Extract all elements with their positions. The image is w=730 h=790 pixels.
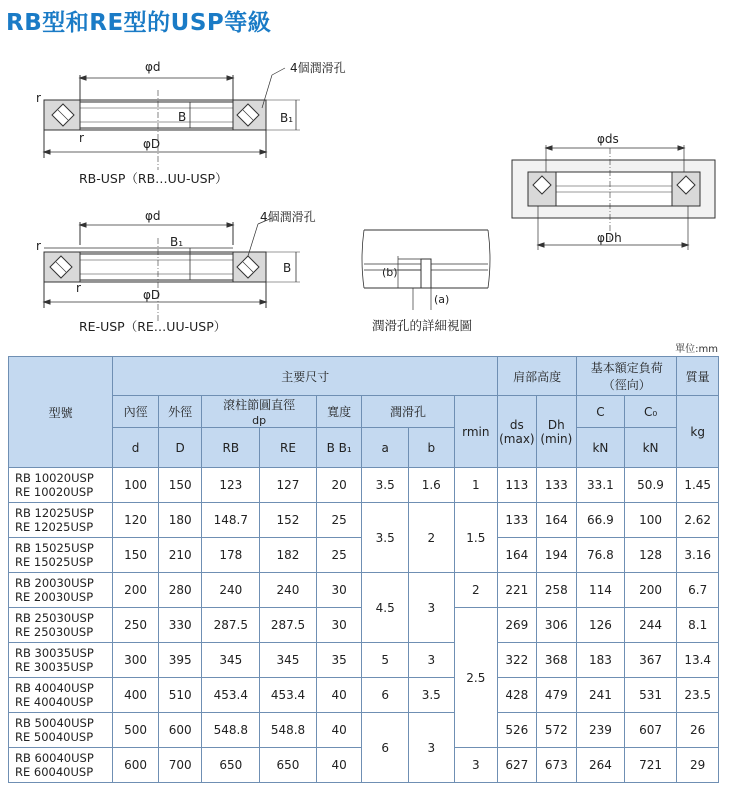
- model-cell: [9, 503, 113, 538]
- cell-C: 76.8: [577, 538, 625, 573]
- cell-a: 5: [362, 643, 409, 678]
- cell-C0: 721: [624, 748, 677, 783]
- header-Dh-main: Dh: [547, 417, 565, 432]
- cell-D: 395: [158, 643, 202, 678]
- cell-dp-rb: 148.7: [202, 503, 260, 538]
- model-re: RE 50040USP: [15, 730, 94, 744]
- model-cell: [9, 608, 113, 643]
- rb-lube-hole-label: 4個潤滑孔: [290, 61, 346, 75]
- cell-rmin: 3: [454, 748, 498, 783]
- table-row: [9, 713, 719, 748]
- cell-ds: 428: [498, 678, 536, 713]
- header-ds: [498, 396, 536, 468]
- cell-dp-rb: 345: [202, 643, 260, 678]
- model-rb: RB 25030USP: [15, 611, 94, 625]
- cell-dp-re: 287.5: [260, 608, 317, 643]
- cell-C: 126: [577, 608, 625, 643]
- header-BB1: B B₁: [316, 428, 362, 468]
- header-ds-main: ds: [509, 417, 524, 432]
- model-re: RE 15025USP: [15, 555, 94, 569]
- model-rb: RB 40040USP: [15, 681, 94, 695]
- table-row: [9, 503, 719, 538]
- header-inner: 內徑: [113, 396, 159, 428]
- model-rb: RB 60040USP: [15, 751, 94, 765]
- cell-C0: 607: [624, 713, 677, 748]
- cell-C0: 50.9: [624, 468, 677, 503]
- cell-D: 280: [158, 573, 202, 608]
- cell-d: 200: [113, 573, 159, 608]
- cell-b: 3: [408, 643, 454, 678]
- cell-mass: 13.4: [677, 643, 719, 678]
- detail-a-label: (a): [434, 293, 450, 306]
- model-re: RE 30035USP: [15, 660, 94, 674]
- re-caption: RE-USP（RE…UU-USP）: [79, 319, 227, 334]
- cell-d: 600: [113, 748, 159, 783]
- cell-mass: 1.45: [677, 468, 719, 503]
- cell-mass: 8.1: [677, 608, 719, 643]
- detail-b-label: (b): [382, 266, 398, 279]
- re-phi-d-label: φd: [145, 209, 161, 223]
- cell-a: 6: [362, 713, 409, 783]
- cell-D: 180: [158, 503, 202, 538]
- model-re: RE 25030USP: [15, 625, 94, 639]
- cell-rmin: 2.5: [454, 608, 498, 748]
- header-mass: 質量: [677, 357, 719, 396]
- cell-ds: 221: [498, 573, 536, 608]
- cell-Dh: 133: [536, 468, 577, 503]
- header-ds-sub: (max): [499, 431, 535, 446]
- model-rb: RB 50040USP: [15, 716, 94, 730]
- header-load-rating-line2: （徑向）: [602, 378, 651, 392]
- cell-D: 150: [158, 468, 202, 503]
- re-lube-hole-label: 4個潤滑孔: [260, 210, 316, 224]
- model-cell: [9, 538, 113, 573]
- cell-rmin: 1.5: [454, 503, 498, 573]
- cell-dp-rb: 650: [202, 748, 260, 783]
- cell-a: 3.5: [362, 468, 409, 503]
- cell-D: 210: [158, 538, 202, 573]
- cell-ds: 269: [498, 608, 536, 643]
- cell-ds: 322: [498, 643, 536, 678]
- cell-B: 20: [316, 468, 362, 503]
- cell-dp-re: 127: [260, 468, 317, 503]
- cell-d: 300: [113, 643, 159, 678]
- header-RE: RE: [260, 428, 317, 468]
- header-a: a: [362, 428, 409, 468]
- cell-mass: 6.7: [677, 573, 719, 608]
- shoulder-Dh-label: φDh: [597, 231, 622, 245]
- cell-d: 100: [113, 468, 159, 503]
- table-header-row-3: [9, 428, 719, 468]
- cell-Dh: 194: [536, 538, 577, 573]
- cell-D: 600: [158, 713, 202, 748]
- cell-rmin: 1: [454, 468, 498, 503]
- cell-mass: 29: [677, 748, 719, 783]
- header-lube: 潤滑孔: [362, 396, 454, 428]
- cell-ds: 164: [498, 538, 536, 573]
- model-rb: RB 15025USP: [15, 541, 94, 555]
- cell-b: 3: [408, 713, 454, 783]
- cell-Dh: 258: [536, 573, 577, 608]
- bearing-drawings: [0, 40, 730, 340]
- cell-C: 241: [577, 678, 625, 713]
- cell-dp-re: 453.4: [260, 678, 317, 713]
- cell-dp-re: 152: [260, 503, 317, 538]
- header-main-dims: 主要尺寸: [113, 357, 498, 396]
- header-kN-C0: kN: [624, 428, 677, 468]
- cell-ds: 526: [498, 713, 536, 748]
- table-row: [9, 573, 719, 608]
- cell-C0: 100: [624, 503, 677, 538]
- header-C: C: [577, 396, 625, 428]
- cell-b: 1.6: [408, 468, 454, 503]
- cell-B: 40: [316, 748, 362, 783]
- cell-D: 700: [158, 748, 202, 783]
- header-kN-C: kN: [577, 428, 625, 468]
- table-row: [9, 643, 719, 678]
- cell-B: 30: [316, 608, 362, 643]
- cell-C0: 200: [624, 573, 677, 608]
- cell-dp-re: 240: [260, 573, 317, 608]
- cell-dp-re: 650: [260, 748, 317, 783]
- cell-ds: 133: [498, 503, 536, 538]
- re-B-label: B: [283, 261, 292, 275]
- cell-Dh: 164: [536, 503, 577, 538]
- model-re: RE 12025USP: [15, 520, 94, 534]
- cell-a: 3.5: [362, 503, 409, 573]
- cell-dp-rb: 548.8: [202, 713, 260, 748]
- unit-label: 單位:mm: [675, 344, 718, 355]
- cell-d: 500: [113, 713, 159, 748]
- rb-B1-label: B₁: [280, 111, 294, 125]
- header-width: 寬度: [316, 396, 362, 428]
- model-cell: [9, 748, 113, 783]
- cell-b: 2: [408, 503, 454, 573]
- header-kg: kg: [677, 396, 719, 468]
- header-pitch-line1: 滾柱節圓直徑: [223, 398, 296, 412]
- re-r-label-bottom: r: [76, 281, 81, 295]
- cell-Dh: 368: [536, 643, 577, 678]
- model-rb: RB 30035USP: [15, 646, 94, 660]
- header-pitch-line2: dp: [252, 414, 267, 427]
- cell-mass: 2.62: [677, 503, 719, 538]
- cell-B: 30: [316, 573, 362, 608]
- table-header-row-1: [9, 357, 719, 396]
- cell-rmin: 2: [454, 573, 498, 608]
- cell-C: 239: [577, 713, 625, 748]
- cell-C0: 367: [624, 643, 677, 678]
- cell-B: 40: [316, 713, 362, 748]
- header-shoulder: 肩部高度: [498, 357, 577, 396]
- cell-C: 33.1: [577, 468, 625, 503]
- cell-C0: 531: [624, 678, 677, 713]
- header-model: 型號: [9, 357, 113, 468]
- table-row: [9, 678, 719, 713]
- cell-C0: 244: [624, 608, 677, 643]
- cell-C: 114: [577, 573, 625, 608]
- cell-dp-re: 345: [260, 643, 317, 678]
- table-row: [9, 468, 719, 503]
- cell-Dh: 572: [536, 713, 577, 748]
- shoulder-ds-label: φds: [597, 132, 619, 146]
- cell-C0: 128: [624, 538, 677, 573]
- cell-B: 25: [316, 503, 362, 538]
- model-re: RE 20030USP: [15, 590, 94, 604]
- cell-a: 4.5: [362, 573, 409, 643]
- cell-D: 510: [158, 678, 202, 713]
- cell-d: 250: [113, 608, 159, 643]
- cell-Dh: 306: [536, 608, 577, 643]
- cell-B: 35: [316, 643, 362, 678]
- model-cell: [9, 468, 113, 503]
- cell-d: 150: [113, 538, 159, 573]
- cell-d: 400: [113, 678, 159, 713]
- cell-C: 66.9: [577, 503, 625, 538]
- cell-B: 40: [316, 678, 362, 713]
- header-load-rating: [577, 357, 677, 396]
- header-b: b: [408, 428, 454, 468]
- header-RB: RB: [202, 428, 260, 468]
- header-d: d: [113, 428, 159, 468]
- rb-usp-drawing: [44, 68, 300, 170]
- header-rmin: rmin: [454, 396, 498, 468]
- model-re: RE 40040USP: [15, 695, 94, 709]
- usp-spec-table: [8, 356, 719, 783]
- cell-b: 3.5: [408, 678, 454, 713]
- model-re: RE 10020USP: [15, 485, 94, 499]
- rb-phi-D-label: φD: [143, 137, 161, 151]
- model-cell: [9, 573, 113, 608]
- cell-ds: 113: [498, 468, 536, 503]
- header-load-rating-line1: 基本額定負荷: [590, 361, 663, 375]
- header-D: D: [158, 428, 202, 468]
- header-C0: C₀: [624, 396, 677, 428]
- cell-Dh: 479: [536, 678, 577, 713]
- cell-dp-rb: 123: [202, 468, 260, 503]
- cell-dp-rb: 287.5: [202, 608, 260, 643]
- model-cell: [9, 643, 113, 678]
- drawing-canvas: [0, 40, 730, 340]
- cell-dp-rb: 178: [202, 538, 260, 573]
- re-B1-label: B₁: [170, 235, 184, 249]
- cell-d: 120: [113, 503, 159, 538]
- cell-C: 183: [577, 643, 625, 678]
- header-Dh: [536, 396, 577, 468]
- header-Dh-sub: (min): [540, 431, 573, 446]
- re-phi-D-label: φD: [143, 288, 161, 302]
- cell-D: 330: [158, 608, 202, 643]
- cell-dp-rb: 240: [202, 573, 260, 608]
- cell-B: 25: [316, 538, 362, 573]
- cell-mass: 3.16: [677, 538, 719, 573]
- header-outer: 外徑: [158, 396, 202, 428]
- cell-dp-re: 182: [260, 538, 317, 573]
- cell-Dh: 673: [536, 748, 577, 783]
- rb-r-label-top: r: [36, 91, 41, 105]
- rb-B-label: B: [178, 110, 187, 124]
- detail-caption: 潤滑孔的詳細視圖: [372, 318, 473, 333]
- cell-a: 6: [362, 678, 409, 713]
- model-re: RE 60040USP: [15, 765, 94, 779]
- model-rb: RB 12025USP: [15, 506, 94, 520]
- cell-dp-re: 548.8: [260, 713, 317, 748]
- rb-r-label-bottom: r: [79, 131, 84, 145]
- cell-ds: 627: [498, 748, 536, 783]
- model-cell: [9, 678, 113, 713]
- cell-dp-rb: 453.4: [202, 678, 260, 713]
- rb-phi-d-label: φd: [145, 60, 161, 74]
- cell-b: 3: [408, 573, 454, 643]
- cell-mass: 23.5: [677, 678, 719, 713]
- page-title: RB型和RE型的USP等級: [6, 10, 272, 36]
- model-rb: RB 10020USP: [15, 471, 94, 485]
- cell-mass: 26: [677, 713, 719, 748]
- rb-caption: RB-USP（RB…UU-USP）: [79, 171, 228, 186]
- table-header-row-2: [9, 396, 719, 428]
- header-pitch: [202, 396, 316, 428]
- model-rb: RB 20030USP: [15, 576, 94, 590]
- cell-C: 264: [577, 748, 625, 783]
- re-usp-drawing: [44, 218, 300, 322]
- re-r-label-top: r: [36, 239, 41, 253]
- model-cell: [9, 713, 113, 748]
